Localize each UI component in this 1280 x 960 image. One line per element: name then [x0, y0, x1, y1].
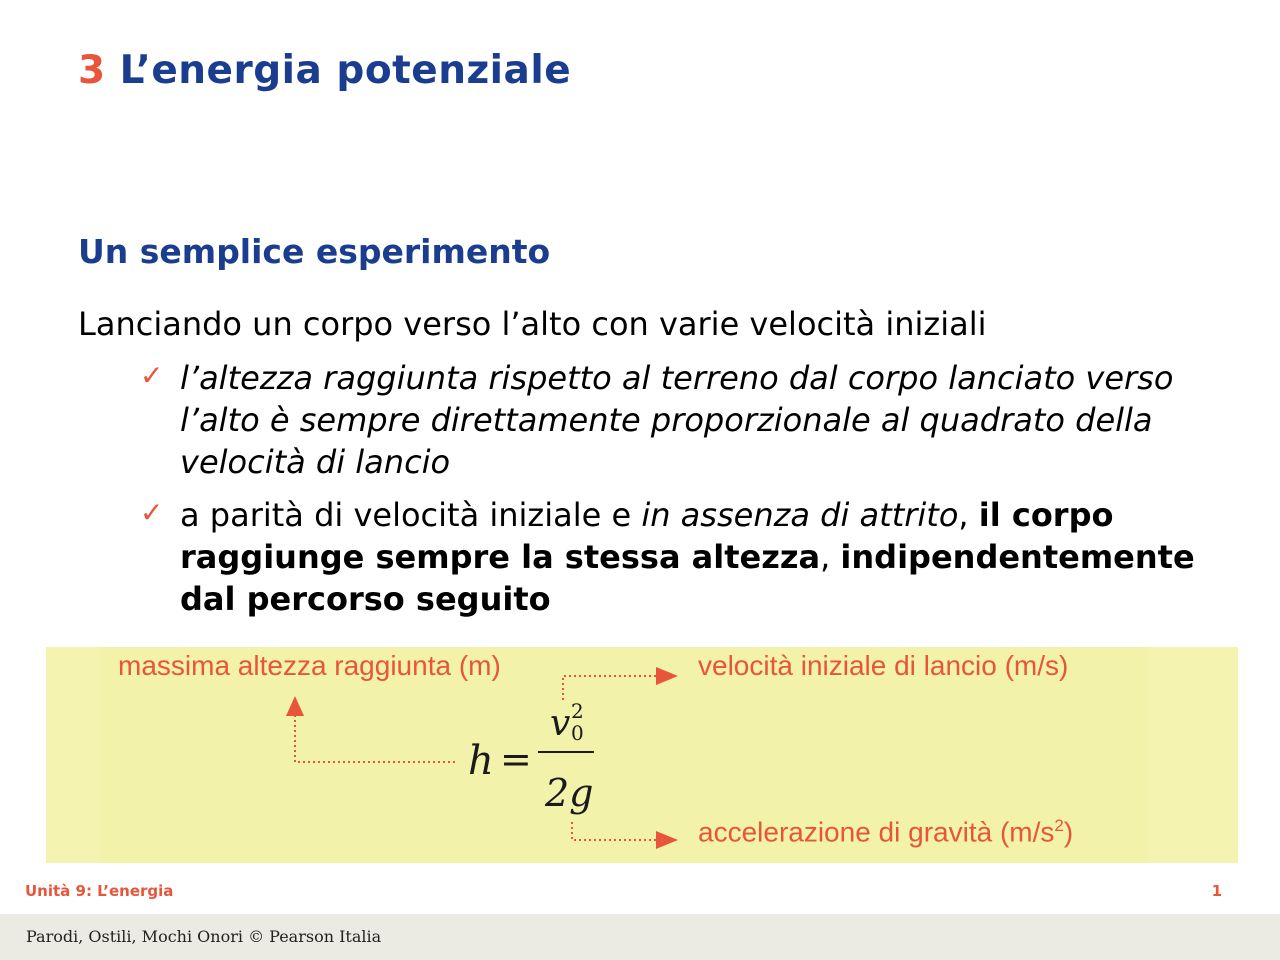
formula-superscript: 2: [571, 699, 584, 723]
height-arrow-line: [295, 712, 455, 762]
bullet-italic-text: in assenza di attrito: [641, 496, 959, 534]
bullet-bold-text: indipendentemente dal percorso seguito: [180, 538, 1195, 618]
formula-lhs: h: [468, 738, 494, 784]
velocity-arrow-line: [563, 676, 660, 700]
intro-text: Lanciando un corpo verso l’alto con varie velocità iniziali: [78, 305, 987, 343]
formula-subscript: 0: [571, 721, 584, 745]
bullet-text: ,: [958, 496, 979, 534]
gravity-arrow-line: [572, 822, 660, 840]
title-text: L’energia potenziale: [119, 48, 572, 93]
right-arrow-icon: [656, 831, 678, 849]
up-arrow-icon: [286, 696, 304, 716]
gravity-label: accelerazione di gravità $(m/s^2)$: [698, 816, 1074, 848]
velocity-label: velocità iniziale di lancio (m/s): [698, 650, 1069, 681]
bullet-text: ,: [820, 538, 841, 576]
bullet-text: l’altezza raggiunta rispetto al terreno dal corpo lanciato verso l’alto è sempre direttamente proporzionale al quadrato della velocità di lancio: [180, 359, 1174, 481]
page-number: 1: [1211, 882, 1222, 900]
checkmark-icon: ✓: [140, 496, 164, 529]
formula-denominator: 2g: [545, 771, 594, 815]
right-arrow-icon: [656, 667, 678, 685]
copyright-credit: Parodi, Ostili, Mochi Onori © Pearson Italia: [26, 927, 382, 946]
formula-equals: =: [500, 737, 532, 781]
checkmark-icon: ✓: [140, 359, 164, 392]
section-number: 3: [78, 48, 106, 93]
formula-numerator: v: [550, 703, 571, 744]
height-label: massima altezza raggiunta (m): [118, 650, 501, 681]
bullet-bold-text: il corpo raggiunge sempre la stessa altezza: [180, 496, 1114, 576]
bullet-text: a parità di velocità iniziale e: [180, 496, 642, 534]
section-subtitle: Un semplice esperimento: [78, 232, 551, 271]
footer-unit: Unità 9: L’energia: [25, 882, 174, 900]
